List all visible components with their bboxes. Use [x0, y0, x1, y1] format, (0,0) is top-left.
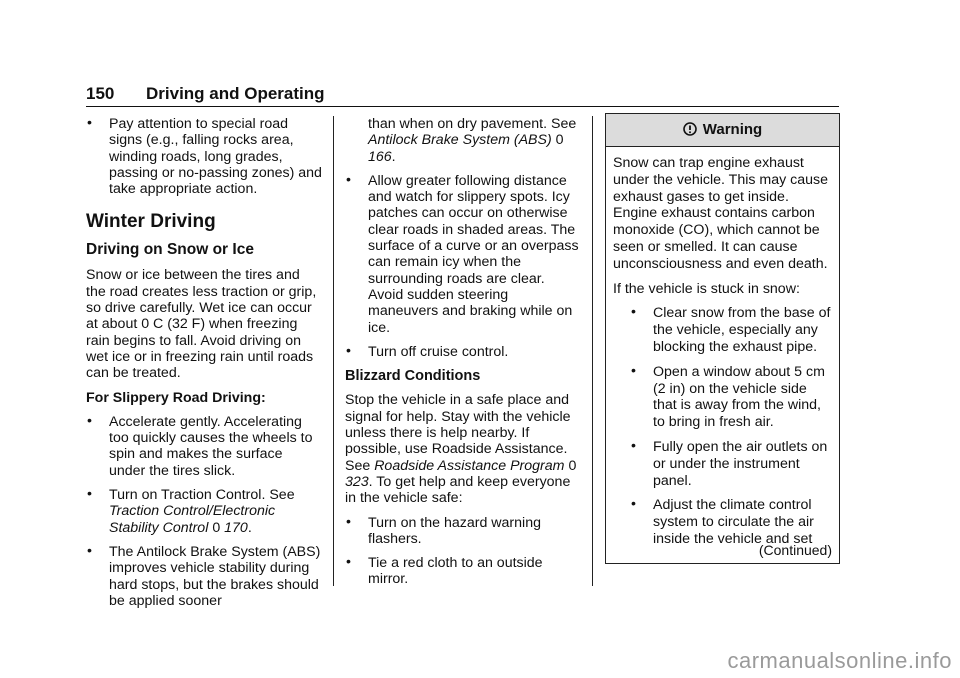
- warning-icon: [683, 121, 697, 136]
- bullet-icon: •: [87, 115, 92, 131]
- warning-title: Warning: [702, 121, 763, 138]
- page-ref-arrow-icon: 0: [212, 519, 221, 536]
- warning-body: [606, 147, 839, 548]
- section-heading: Winter Driving: [86, 211, 216, 233]
- paragraph-continuation: than when on dry pavement. See Antilock Brake System (ABS) 0 166.: [368, 116, 577, 165]
- bullet-icon: •: [631, 304, 636, 321]
- column-middle: [345, 116, 581, 596]
- warning-header: [606, 114, 839, 147]
- list-item: • Tie a red cloth to an outside mirror.: [346, 554, 543, 588]
- bullet-icon: •: [631, 362, 636, 379]
- column-divider: [333, 116, 334, 586]
- page-header: [86, 82, 839, 107]
- list-item: • Turn off cruise control.: [346, 342, 509, 360]
- paragraph: Snow or ice between the tires and the road creates less traction or grip, so drive carefully. Wet ice can occur at about 0 C (32 F) when freezing rain begins to fall. Avoid driving on wet ice or in freezing rain until roads can be treated.: [86, 267, 317, 382]
- section-title: Driving and Operating: [146, 84, 325, 103]
- page-ref-arrow-icon: 0: [568, 457, 577, 474]
- list-item: • Clear snow from the base of the vehicle, especially any blocking the exhaust pipe.: [631, 304, 831, 355]
- cross-reference-link[interactable]: Traction Control/Electronic Stability Control: [109, 503, 276, 536]
- paragraph: If the vehicle is stuck in snow:: [613, 280, 800, 297]
- page-ref-arrow-icon: 0: [555, 132, 564, 149]
- warning-box: [605, 113, 840, 564]
- page-number: 150: [86, 84, 115, 103]
- bullet-icon: •: [87, 486, 92, 503]
- column-left: [86, 116, 322, 617]
- page-reference[interactable]: 166: [368, 148, 392, 165]
- watermark: carmanualsonline.info: [727, 648, 952, 673]
- bullet-icon: •: [87, 542, 92, 559]
- bullet-icon: •: [346, 554, 351, 571]
- page-reference[interactable]: 170: [224, 519, 248, 536]
- list-item: • Accelerate gently. Accelerating too quickly causes the wheels to spin and makes the surface under the tires slick.: [87, 412, 313, 479]
- list-label: For Slippery Road Driving:: [86, 389, 266, 406]
- subsection-heading: Driving on Snow or Ice: [86, 241, 254, 259]
- paragraph: Stop the vehicle in a safe place and signal for help. Stay with the vehicle unless there is help nearby. If possible, use Roadside Assistance. See Roadside Assistance Program 0 323. To get help and keep everyone in the vehicle safe:: [345, 392, 577, 507]
- list-item: • Fully open the air outlets on or under the instrument panel.: [631, 437, 828, 489]
- bullet-icon: •: [631, 496, 636, 513]
- subsection-heading: Blizzard Conditions: [345, 368, 481, 385]
- cross-reference-link[interactable]: Roadside Assistance Program: [374, 457, 565, 474]
- bullet-icon: •: [346, 513, 351, 530]
- page-reference[interactable]: 323: [345, 473, 369, 490]
- bullet-icon: •: [631, 437, 636, 454]
- list-item: • Adjust the climate control system to circulate the air inside the vehicle and set: [631, 496, 814, 547]
- bullet-icon: •: [346, 171, 351, 188]
- paragraph: Snow can trap engine exhaust under the vehicle. This may cause exhaust gases to get inside. Engine exhaust contains carbon monoxide (CO), which cannot be seen or smelled. It can cause unconsciousness and even death.: [613, 155, 829, 272]
- bullet-icon: •: [87, 412, 92, 429]
- continued-note: (Continued): [758, 542, 832, 558]
- list-item: • Pay attention to special road signs (e.g., falling rocks area, winding roads, long grades, passing or no-passing zones) and take appropriate action.: [87, 115, 322, 198]
- list-item: • Open a window about 5 cm (2 in) on the vehicle side that is away from the wind, to bring in fresh air.: [631, 362, 825, 431]
- cross-reference-link[interactable]: Antilock Brake System (ABS): [368, 132, 552, 149]
- list-item: • Allow greater following distance and watch for slippery spots. Icy patches can occur on otherwise clear roads in shaded areas. The surface of a curve or an overpass can remain icy when the surrounding roads are clear. Avoid sudden steering maneuvers and braking while on ice.: [346, 171, 579, 336]
- list-item: • Turn on Traction Control. See Traction Control/Electronic Stability Control 0 170.: [87, 486, 295, 536]
- list-item: • The Antilock Brake System (ABS) improves vehicle stability during hard stops, but the brakes should be applied sooner: [87, 542, 321, 609]
- list-item: • Turn on the hazard warning flashers.: [346, 513, 541, 547]
- bullet-icon: •: [346, 342, 351, 359]
- column-divider: [592, 116, 593, 586]
